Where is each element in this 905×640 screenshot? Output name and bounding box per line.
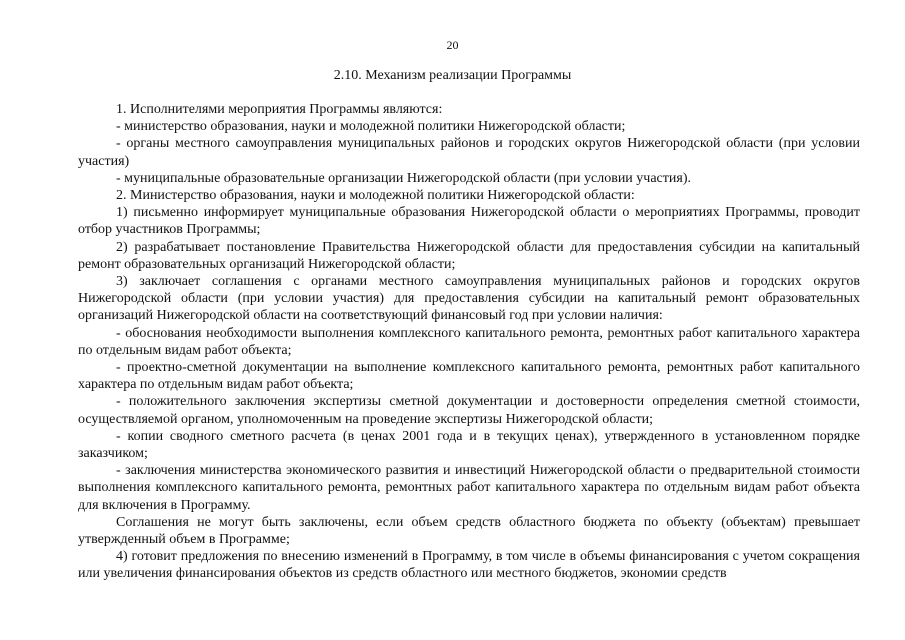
paragraph: - органы местного самоуправления муниципальных районов и городских округов Нижегородской области (при условии участия) [78,136,860,169]
paragraph: 1) письменно информирует муниципальные образования Нижегородской области о мероприятиях Программы, проводит отбор участников Программы; [78,205,860,238]
document-body [78,101,860,583]
paragraph: Соглашения не могут быть заключены, если объем средств областного бюджета по объекту (объектам) превышает утвержденный объем в Программе; [78,514,860,548]
paragraph: - муниципальные образовательные организации Нижегородской области (при условии участия). [116,170,691,186]
paragraph: - министерство образования, науки и молодежной политики Нижегородской области; [116,119,626,135]
paragraph: 1. Исполнителями мероприятия Программы являются: [116,102,443,117]
paragraph: - положительного заключения экспертизы сметной документации и достоверности определения сметной стоимости, осуществляемой органом, уполномоченным на проведение экспертизы Нижегородской области; [78,394,860,427]
paragraph: - копии сводного сметного расчета (в ценах 2001 года и в текущих ценах), утвержденного в установленном порядке заказчиком; [78,428,860,462]
paragraph: - проектно-сметной документации на выполнение комплексного капитального ремонта, ремонтных работ капитального характера по отдельным видам работ объекта; [78,360,860,393]
page-number: 20 [446,38,459,52]
paragraph: - обоснования необходимости выполнения комплексного капитального ремонта, ремонтных работ капитального характера по отдельным видам работ объекта; [78,325,860,358]
section-title: 2.10. Механизм реализации Программы [333,68,572,83]
paragraph: 4) готовит предложения по внесению изменений в Программу, в том числе в объемы финансирования с учетом сокращения или увеличения финансирования объектов из средств областного или местного бюджетов, экономии средств [78,549,860,582]
paragraph: - заключения министерства экономического развития и инвестиций Нижегородской области о предварительной стоимости выполнения комплексного капитального ремонта, ремонтных работ капитального характера по отдельным видам работ объекта для включения в Программу. [78,463,860,513]
paragraph: 2) разрабатывает постановление Правительства Нижегородской области для предоставления субсидии на капитальный ремонт образовательных организаций Нижегородской области; [78,239,860,272]
paragraph: 2. Министерство образования, науки и молодежной политики Нижегородской области: [116,188,635,204]
paragraph: 3) заключает соглашения с органами местного самоуправления муниципальных районов и городских округов Нижегородской области (при условии участия) для предоставления субсидии на капитальный ремонт образовательных организаций Нижегородской области на соответствующий финансовый год при условии наличия: [78,274,860,324]
